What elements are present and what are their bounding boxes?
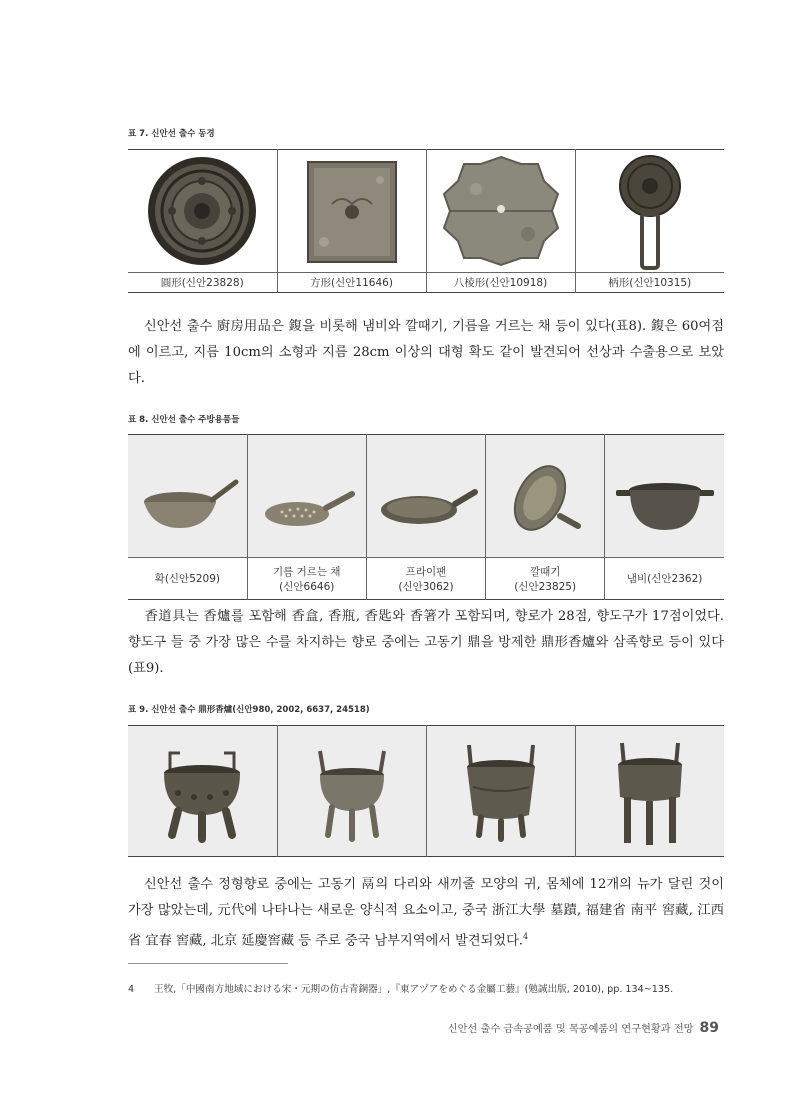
- body-paragraph-2-text: 香道具는 香爐를 포함해 香盒, 香瓶, 香匙와 香箸가 포함되며, 향로가 28점, 향도구가 17점이었다. 향도구 들 중 가장 많은 수를 차지하는 향로 중에는 고동기 鼎을 방제한 鼎形香爐와 삼족향로 등이 있다(표9).: [128, 609, 724, 676]
- table8-label-line: 프라이팬: [405, 565, 447, 578]
- page-number: 89: [699, 1020, 719, 1036]
- table7-label: 八棱形(신안10918): [426, 273, 575, 293]
- table9-caption: 표 9. 신안선 출수 鼎形香爐(신안980, 2002, 6637, 24518): [128, 705, 370, 715]
- running-title: 신안선 출수 금속공예품 및 목공예품의 연구현황과 전망: [447, 1024, 694, 1035]
- frying-pan-image: [371, 446, 481, 546]
- table7-image-cell: [277, 150, 426, 273]
- table7-label: 方形(신안11646): [277, 273, 426, 293]
- table8-caption: 표 8. 신안선 출수 주방용품들: [128, 415, 240, 425]
- round-mirror-image: [142, 154, 262, 269]
- table7: [128, 149, 724, 293]
- footnote-reference[interactable]: 4: [523, 932, 529, 941]
- table8-label: [366, 558, 485, 600]
- footnote: [128, 981, 728, 995]
- funnel-image: [490, 446, 600, 546]
- pot-image: [610, 446, 720, 546]
- table8-image-cell: [605, 435, 724, 558]
- body-paragraph-1-text: 신안선 출수 廚房用品은 鍑을 비롯해 냄비와 깔때기, 기름을 거르는 채 등이 있다(표8). 鍑은 60여점에 이르고, 지름 10cm의 소형과 지름 28cm 이상의 대형 확도 같이 발견되어 선상과 수출용으로 보았다.: [128, 319, 724, 386]
- table8-image-cell: [366, 435, 485, 558]
- table8-image-cell: [486, 435, 605, 558]
- strainer-image: [252, 446, 362, 546]
- table7-label: 圓形(신안23828): [128, 273, 277, 293]
- table8-image-cell: [128, 435, 247, 558]
- censer-b-image: [292, 731, 412, 851]
- table7-image-cell: [128, 150, 277, 273]
- table8-label: [605, 558, 724, 600]
- table8-label-line: 깔때기: [529, 565, 561, 578]
- footnote-number: 4: [128, 984, 135, 995]
- handled-mirror-image: [600, 152, 700, 270]
- table8-label-line: (신안3062): [398, 580, 454, 593]
- square-mirror-image: [302, 154, 402, 269]
- censer-c-image: [441, 731, 561, 851]
- table8-label-line: (신안6646): [279, 580, 335, 593]
- footnote-text: 王牧,「中國南方地域における宋・元期の仿古青銅器」,『東アヅアをめぐる金屬工藝』(勉誠出版, 2010), pp. 134~135.: [154, 984, 674, 995]
- censer-d-image: [590, 731, 710, 851]
- body-paragraph-1: [128, 314, 724, 392]
- table8-image-cell: [247, 435, 366, 558]
- table8-label: [247, 558, 366, 600]
- table8-label-line: 확(신안5209): [154, 573, 221, 585]
- censer-a-image: [142, 731, 262, 851]
- table8-label-line: (신안23825): [514, 580, 577, 593]
- table8: [128, 434, 724, 600]
- body-paragraph-3: [128, 872, 724, 954]
- pan-image: [132, 446, 242, 546]
- body-paragraph-3-text: 신안선 출수 정형향로 중에는 고동기 鬲의 다리와 새끼줄 모양의 귀, 몸체에 12개의 뉴가 달린 것이 가장 많았는데, 元代에 나타나는 새로운 양식적 요소이고, 중국 浙江大學 墓蹟, 福建省 南平 窖藏, 江西省 宜春 窖藏, 北京 延慶窖藏 등 주로 중국 남부지역에서 발견되었다.: [128, 877, 724, 949]
- table7-label: 柄形(신안10315): [575, 273, 724, 293]
- table8-label: [486, 558, 605, 600]
- table7-image-cell: [575, 150, 724, 273]
- table8-label: [128, 558, 247, 600]
- table7-caption: 표 7. 신안선 출수 동경: [128, 129, 215, 139]
- page-footer: [448, 1020, 719, 1036]
- table8-label-line: 기름 거르는 채: [273, 565, 341, 578]
- octagonal-mirror-image: [436, 154, 566, 269]
- table9-image-cell: [277, 726, 426, 857]
- footnote-divider: [128, 963, 288, 964]
- table9-image-cell: [128, 726, 277, 857]
- table7-image-cell: [426, 150, 575, 273]
- table9: [128, 725, 724, 857]
- table9-image-cell: [426, 726, 575, 857]
- table8-label-line: 냄비(신안2362): [626, 573, 703, 585]
- body-paragraph-2: [128, 604, 724, 682]
- table9-image-cell: [575, 726, 724, 857]
